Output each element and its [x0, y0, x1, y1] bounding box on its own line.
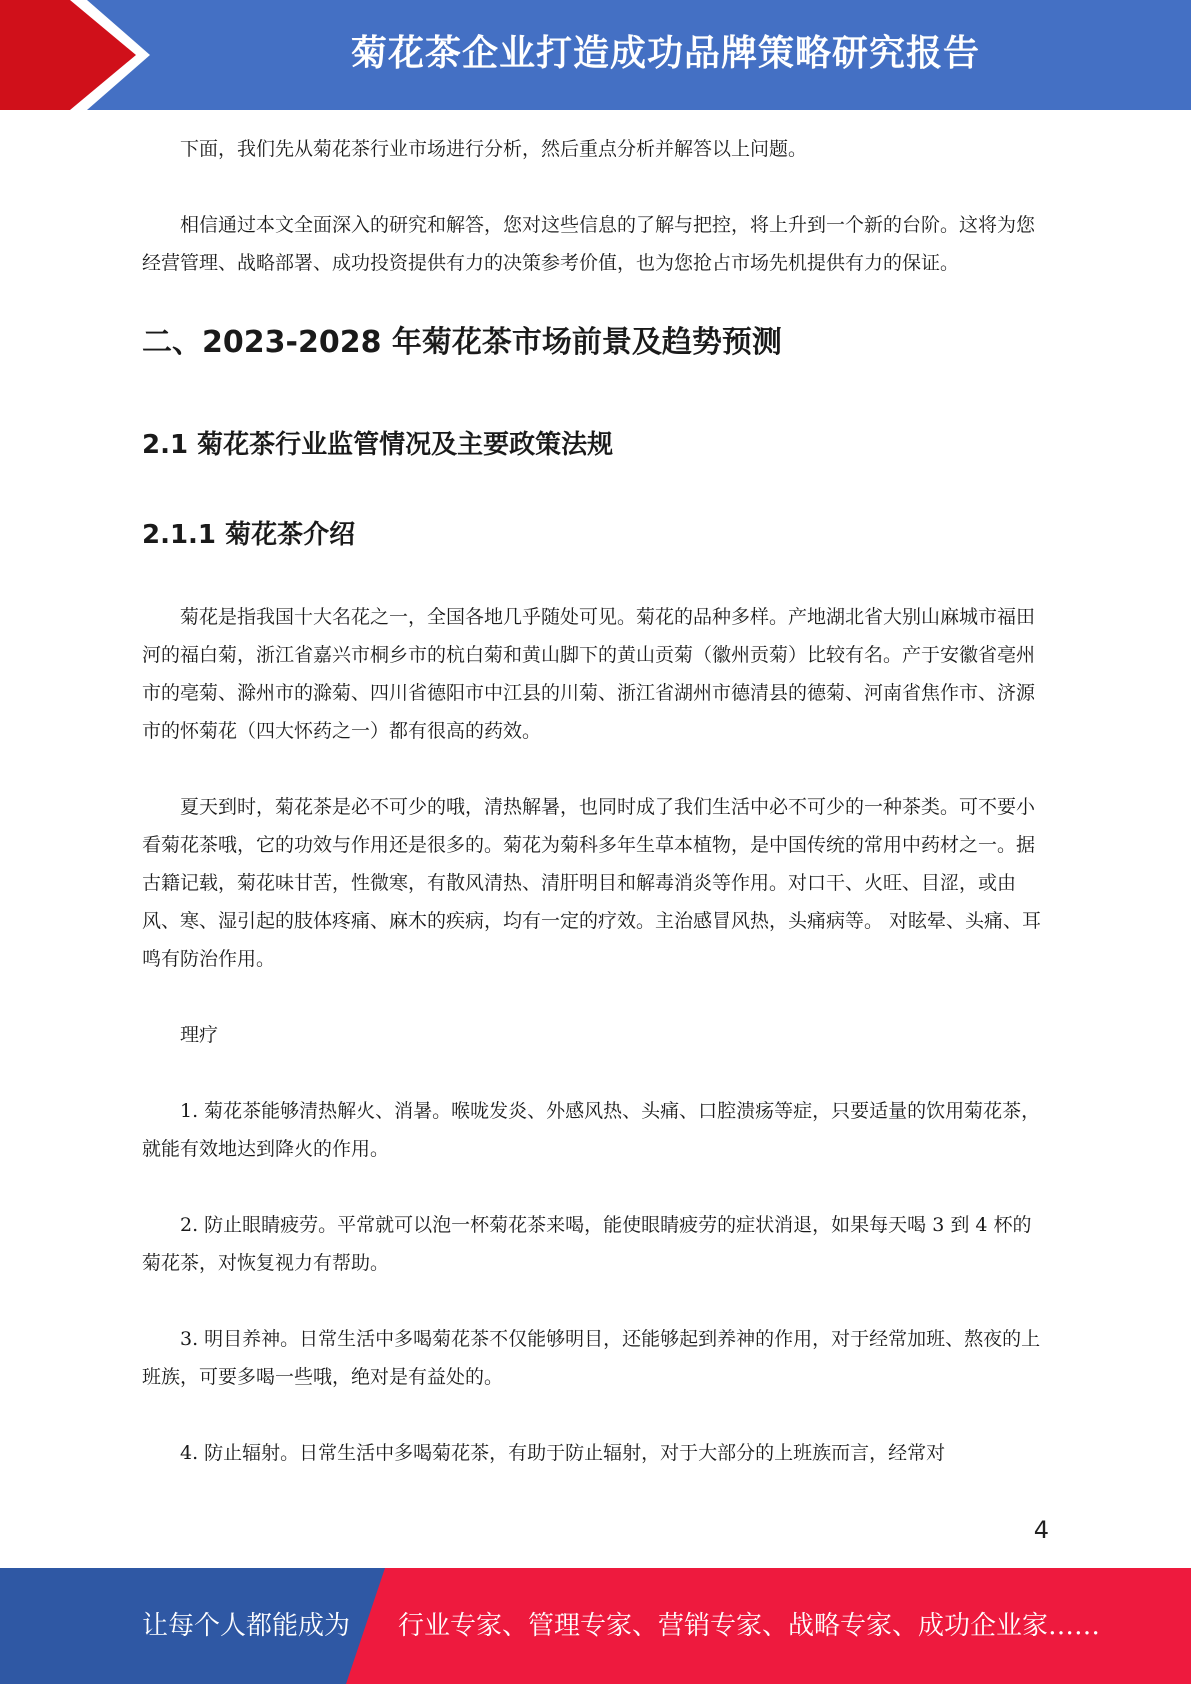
footer-slogan-right: 行业专家、管理专家、营销专家、战略专家、成功企业家…… — [398, 1611, 1101, 1641]
section-heading: 二、2023-2028 年菊花茶市场前景及趋势预测 — [142, 325, 782, 360]
page-header — [0, 0, 1191, 110]
report-title: 菊花茶企业打造成功品牌策略研究报告 — [350, 33, 980, 74]
document-body — [142, 130, 1047, 1472]
list-item: 3. 明目养神。日常生活中多喝菊花茶不仅能够明目，还能够起到养神的作用，对于经常加班、熬夜的上班族，可要多喝一些哦，绝对是有益处的。 — [142, 1328, 1041, 1388]
subsubsection-heading: 2.1.1 菊花茶介绍 — [142, 520, 356, 550]
chrysanthemum-paragraph: 菊花是指我国十大名花之一，全国各地几乎随处可见。菊花的品种多样。产地湖北省大别山麻城市福田河的福白菊，浙江省嘉兴市桐乡市的杭白菊和黄山脚下的黄山贡菊（徽州贡菊）比较有名。产于安徽省亳州市的亳菊、滁州市的滁菊、四川省德阳市中江县的川菊、浙江省湖州市德清县的德菊、河南省焦作市、济源市的怀菊花（四大怀药之一）都有很高的药效。 — [142, 606, 1036, 742]
footer-slogan-left: 让每个人都能成为 — [142, 1611, 351, 1641]
summer-paragraph: 夏天到时，菊花茶是必不可少的哦，清热解暑，也同时成了我们生活中必不可少的一种茶类。可不要小看菊花茶哦，它的功效与作用还是很多的。菊花为菊科多年生草本植物，是中国传统的常用中药材之一。据古籍记载，菊花味甘苦，性微寒，有散风清热、清肝明目和解毒消炎等作用。对口干、火旺、目涩，或由风、寒、湿引起的肢体疼痛、麻木的疾病，均有一定的疗效。主治感冒风热，头痛病等。 对眩晕、头痛、耳鸣有防治作用。 — [142, 796, 1042, 970]
subsection-heading: 2.1 菊花茶行业监管情况及主要政策法规 — [142, 430, 614, 460]
therapy-label: 理疗 — [180, 1024, 219, 1046]
header-chevron-arrow — [0, 0, 136, 110]
intro-paragraph-1: 下面，我们先从菊花茶行业市场进行分析，然后重点分析并解答以上问题。 — [180, 138, 808, 160]
page-number: 4 — [1033, 1516, 1049, 1544]
page-footer — [0, 1568, 1191, 1684]
intro-paragraph-2: 相信通过本文全面深入的研究和解答，您对这些信息的了解与把控，将上升到一个新的台阶。这将为您经营管理、战略部署、成功投资提供有力的决策参考价值，也为您抢占市场先机提供有力的保证。 — [142, 214, 1036, 274]
list-item: 2. 防止眼睛疲劳。平常就可以泡一杯菊花茶来喝，能使眼睛疲劳的症状消退，如果每天喝 3 到 4 杯的菊花茶，对恢复视力有帮助。 — [142, 1214, 1032, 1274]
list-item: 1. 菊花茶能够清热解火、消暑。喉咙发炎、外感风热、头痛、口腔溃疡等症，只要适量的饮用菊花茶，就能有效地达到降火的作用。 — [142, 1100, 1041, 1160]
list-item: 4. 防止辐射。日常生活中多喝菊花茶，有助于防止辐射，对于大部分的上班族而言，经常对 — [180, 1442, 946, 1464]
